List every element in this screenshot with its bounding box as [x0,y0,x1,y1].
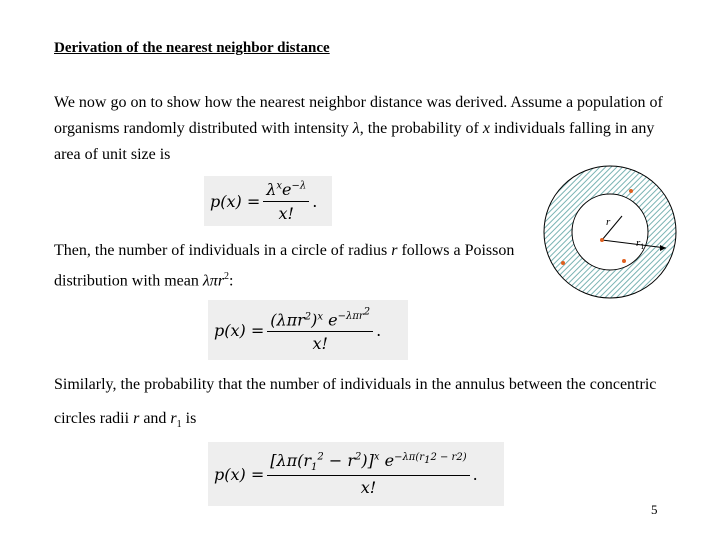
text: : [229,272,234,290]
eq-denominator: x! [278,203,294,223]
organism-dot [622,259,626,263]
text: Then, the number of individuals in a circle of radius [54,242,392,259]
annulus-diagram [540,164,680,304]
eq-fraction [267,451,469,497]
paragraph-circle [54,238,524,294]
page-title: Derivation of the nearest neighbor distance [54,40,330,56]
paragraph-annulus [54,368,674,442]
eq-end: . [376,320,382,340]
eq-fraction [263,180,309,223]
organism-dot [629,189,633,193]
organism-dot [561,261,565,265]
lambda-symbol: λ [352,120,360,137]
eq-lhs: p(x) = [214,464,265,484]
text: , the probability of [359,120,483,137]
subscript: 1 [176,419,182,431]
eq-denominator: x! [312,334,328,354]
text: is [181,410,197,427]
organism-dot [600,238,604,242]
text: and [139,410,171,427]
variable-r: r [391,242,398,259]
eq-fraction [267,307,373,354]
eq-numerator: $[\lambda\pi(r_1^2 - r^2)]^x$ $e^{-\lambda\pi(r_12 - r2)}$ [267,451,469,476]
mean-expression: λπr [202,272,225,290]
text: individuals falling in any area of unit size is [54,120,655,163]
paragraph-intro [54,90,664,168]
eq-denominator: x! [360,478,377,498]
eq-numerator: $\lambda^xe^{-\lambda}$ [263,180,309,202]
label-r1: $r_1$ [636,237,645,251]
eq-end: . [312,191,318,211]
variable-r1: r [170,410,177,427]
variable-r: r [133,410,140,427]
page-number: 5 [651,502,658,517]
superscript: 2 [224,271,230,282]
eq-end: . [472,464,478,484]
equation-poisson [204,176,332,226]
label-r: r [606,216,611,228]
text: Similarly, the probability that the number of individuals in the annulus between the concentric circles radii [54,376,657,427]
inner-circle [572,194,648,270]
equation-circle-poisson [208,300,408,360]
eq-numerator: $(\lambda\pi r^2)^x$ $e^{-\lambda\pi r^2}$ [267,307,373,333]
text: We now go on to show how the nearest neighbor distance was derived. Assume a population of organisms randomly distributed with intensity [54,94,663,137]
variable-x: x [482,120,490,137]
text: follows a Poisson distribution with mean [54,242,515,290]
equation-annulus-poisson [208,442,504,506]
eq-lhs: p(x) = [210,191,261,211]
eq-lhs: p(x) = [214,320,265,340]
